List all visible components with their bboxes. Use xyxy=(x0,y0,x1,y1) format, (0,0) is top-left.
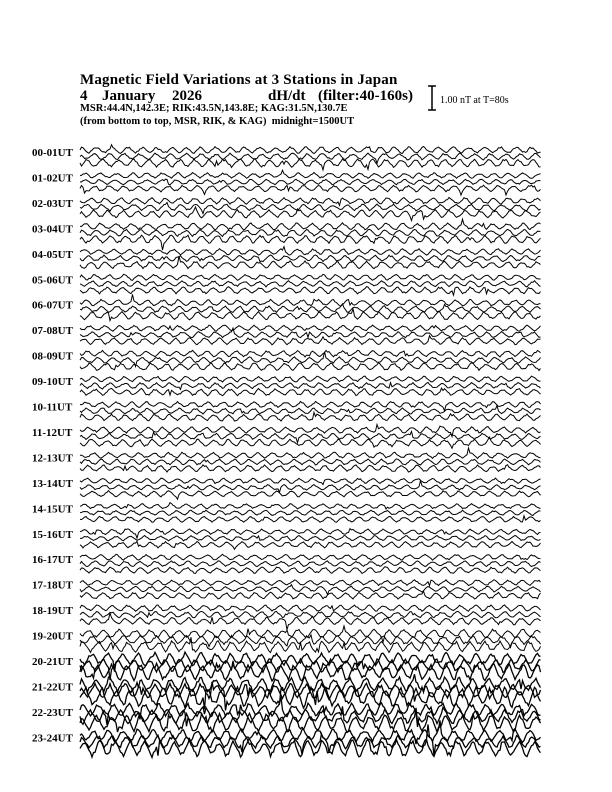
station-coordinates: MSR:44.4N,142.3E; RIK:43.5N,143.8E; KAG:31.5N,130.7E xyxy=(80,103,348,114)
scale-bar xyxy=(428,86,436,110)
trace-msr xyxy=(80,491,541,500)
row-label: 10-11UT xyxy=(32,401,73,414)
row-label: 03-04UT xyxy=(32,223,73,236)
trace-kag xyxy=(80,478,541,485)
trace-msr xyxy=(80,465,541,472)
trace-msr xyxy=(80,336,541,345)
date-day: 4 xyxy=(80,88,88,104)
trace-rik xyxy=(80,281,541,287)
midnight-note: midnight=1500UT xyxy=(271,116,355,127)
trace-rik xyxy=(80,459,541,465)
trace-rik xyxy=(80,382,541,389)
trace-kag xyxy=(80,145,541,154)
row-label: 07-08UT xyxy=(32,325,73,338)
trace-msr xyxy=(80,309,541,321)
row-label: 23-24UT xyxy=(32,732,73,745)
trace-msr xyxy=(80,185,541,195)
row-label: 19-20UT xyxy=(32,630,73,643)
trace-msr xyxy=(80,567,541,574)
row-label: 20-21UT xyxy=(32,656,73,668)
trace-msr xyxy=(80,363,541,371)
row-label: 04-05UT xyxy=(32,248,73,261)
trace-rik xyxy=(80,561,541,567)
trace-msr xyxy=(80,637,541,652)
trace-rik xyxy=(80,611,541,617)
trace-kag xyxy=(80,325,541,331)
trace-rik xyxy=(80,255,541,262)
row-label: 15-16UT xyxy=(32,528,73,541)
trace-rik xyxy=(80,510,541,515)
row-label: 01-02UT xyxy=(32,172,73,185)
trace-msr xyxy=(80,412,541,421)
trace-kag xyxy=(80,376,541,382)
trace-kag xyxy=(80,247,541,256)
row-label: 06-07UT xyxy=(32,299,73,312)
row-label: 22-23UT xyxy=(32,706,73,719)
trace-kag xyxy=(80,350,541,357)
date-year: 2026 xyxy=(172,88,202,104)
trace-kag xyxy=(80,554,541,560)
row-label: 16-17UT xyxy=(32,554,73,567)
trace-kag xyxy=(80,170,541,178)
row-label: 17-18UT xyxy=(32,579,73,592)
station-order-note: (from bottom to top, MSR, RIK, & KAG) xyxy=(80,116,267,127)
trace-kag xyxy=(80,580,541,586)
trace-rik xyxy=(80,229,541,236)
trace-msr xyxy=(80,739,541,757)
row-label: 18-19UT xyxy=(32,605,73,618)
row-label: 11-12UT xyxy=(32,426,73,439)
trace-kag xyxy=(80,425,541,437)
row-label: 08-09UT xyxy=(32,350,73,363)
trace-rik xyxy=(80,179,541,185)
trace-rik xyxy=(80,203,541,214)
row-label: 00-01UT xyxy=(32,147,73,159)
filter-label: (filter:40-160s) xyxy=(318,88,413,104)
trace-msr xyxy=(80,591,541,599)
trace-msr xyxy=(80,663,541,681)
row-label: 02-03UT xyxy=(32,197,73,210)
row-label: 21-22UT xyxy=(32,681,73,694)
trace-kag xyxy=(80,503,541,509)
row-label: 09-10UT xyxy=(32,376,73,389)
trace-msr xyxy=(80,256,541,269)
trace-msr xyxy=(80,388,541,396)
trace-rik xyxy=(80,536,541,541)
scale-bar-label: 1.00 nT at T=80s xyxy=(440,95,509,106)
row-label: 13-14UT xyxy=(32,477,73,490)
trace-msr xyxy=(80,542,541,550)
trace-rik xyxy=(80,328,541,338)
trace-msr xyxy=(80,516,541,522)
trace-kag xyxy=(80,219,541,230)
trace-msr xyxy=(80,159,541,170)
trace-msr xyxy=(80,437,541,448)
row-label: 14-15UT xyxy=(32,503,73,516)
trace-kag xyxy=(80,274,541,280)
trace-msr xyxy=(80,235,541,250)
trace-kag xyxy=(80,605,541,611)
trace-msr xyxy=(80,287,541,296)
trace-kag xyxy=(80,448,541,459)
row-label: 12-13UT xyxy=(32,452,73,465)
date-month: January xyxy=(102,88,156,104)
trace-kag xyxy=(80,295,541,307)
chart-title: Magnetic Field Variations at 3 Stations in Japan xyxy=(80,72,398,88)
quantity-label: dH/dt xyxy=(268,88,306,104)
row-label: 05-06UT xyxy=(32,274,73,287)
